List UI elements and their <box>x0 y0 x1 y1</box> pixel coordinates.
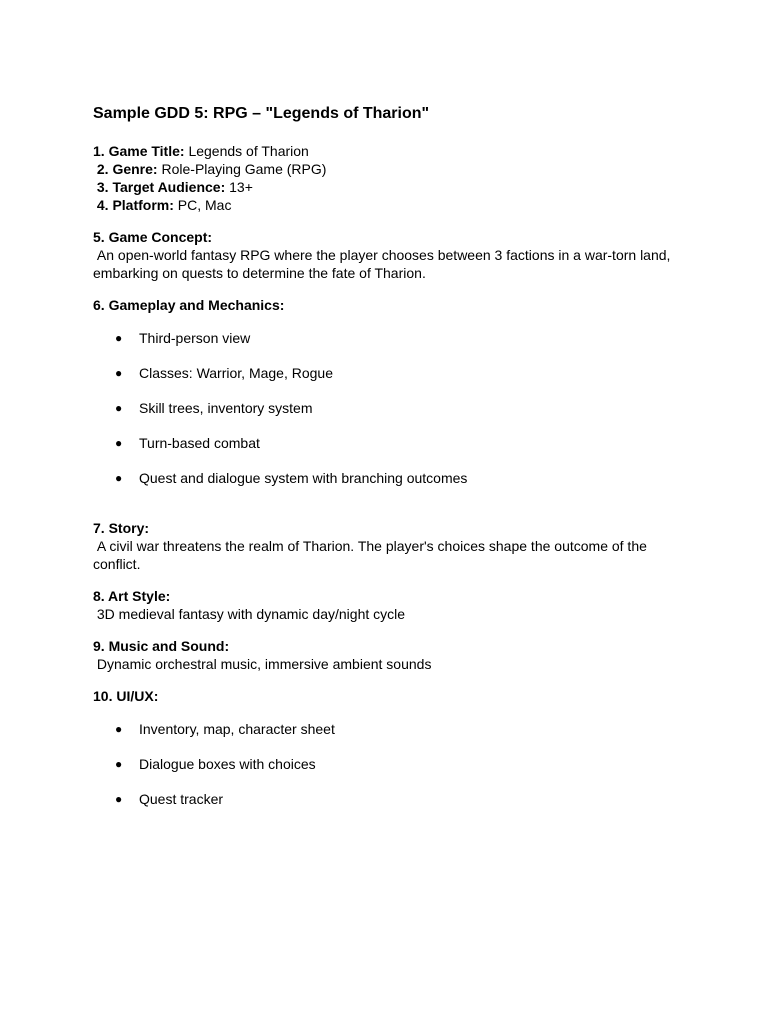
list-item-text: Classes: Warrior, Mage, Rogue <box>139 365 333 381</box>
list-item-text: Quest and dialogue system with branching outcomes <box>139 470 468 486</box>
section-story <box>93 519 688 573</box>
list-item <box>93 364 688 382</box>
bullet-icon: ● <box>115 436 123 450</box>
list-item-text: Skill trees, inventory system <box>139 400 313 416</box>
bullet-icon: ● <box>115 471 123 485</box>
ui-ux-list <box>93 720 688 808</box>
info-line-target-audience <box>93 178 688 196</box>
info-value: Legends of Tharion <box>184 143 309 159</box>
bullet-icon: ● <box>115 401 123 415</box>
bullet-icon: ● <box>115 331 123 345</box>
gameplay-list <box>93 329 688 487</box>
info-value: PC, Mac <box>173 197 232 213</box>
section-heading: 7. Story: <box>93 520 150 536</box>
bullet-icon: ● <box>115 722 123 736</box>
bullet-icon: ● <box>115 366 123 380</box>
list-item <box>93 399 688 417</box>
list-item-text: Inventory, map, character sheet <box>139 721 335 737</box>
section-body: Dynamic orchestral music, immersive ambient sounds <box>93 656 432 672</box>
info-label: 3. Target Audience: <box>96 179 226 195</box>
info-label: 4. Platform: <box>96 197 174 213</box>
section-heading: 9. Music and Sound: <box>93 638 230 654</box>
info-line-genre <box>93 160 688 178</box>
section-ui-ux <box>93 687 688 705</box>
section-art-style <box>93 587 688 623</box>
list-item-text: Dialogue boxes with choices <box>139 756 316 772</box>
list-item <box>93 755 688 773</box>
section-heading: 6. Gameplay and Mechanics: <box>93 297 285 313</box>
section-body: An open-world fantasy RPG where the player chooses between 3 factions in a war-torn land, embarking on quests to determine the fate of Tharion. <box>93 247 675 281</box>
section-body: A civil war threatens the realm of Tharion. The player's choices shape the outcome of the conflict. <box>93 538 651 572</box>
list-item <box>93 469 688 487</box>
info-value: 13+ <box>225 179 253 195</box>
info-label: 2. Genre: <box>96 161 158 177</box>
section-heading: 5. Game Concept: <box>93 229 213 245</box>
section-gameplay <box>93 296 688 314</box>
section-music-sound <box>93 637 688 673</box>
list-item-text: Quest tracker <box>139 791 224 807</box>
info-line-platform <box>93 196 688 214</box>
bullet-icon: ● <box>115 757 123 771</box>
document-title: Sample GDD 5: RPG – "Legends of Tharion" <box>93 105 430 122</box>
section-heading: 10. UI/UX: <box>93 688 159 704</box>
info-value: Role-Playing Game (RPG) <box>157 161 327 177</box>
list-item <box>93 329 688 347</box>
section-game-concept <box>93 228 688 282</box>
section-heading: 8. Art Style: <box>93 588 171 604</box>
info-line-game-title <box>93 142 688 160</box>
list-item-text: Third-person view <box>139 330 251 346</box>
list-item-text: Turn-based combat <box>139 435 260 451</box>
section-body: 3D medieval fantasy with dynamic day/night cycle <box>93 606 406 622</box>
game-info-block <box>93 142 688 214</box>
bullet-icon: ● <box>115 792 123 806</box>
list-item <box>93 720 688 738</box>
list-item <box>93 434 688 452</box>
info-label: 1. Game Title: <box>93 143 185 159</box>
list-item <box>93 790 688 808</box>
